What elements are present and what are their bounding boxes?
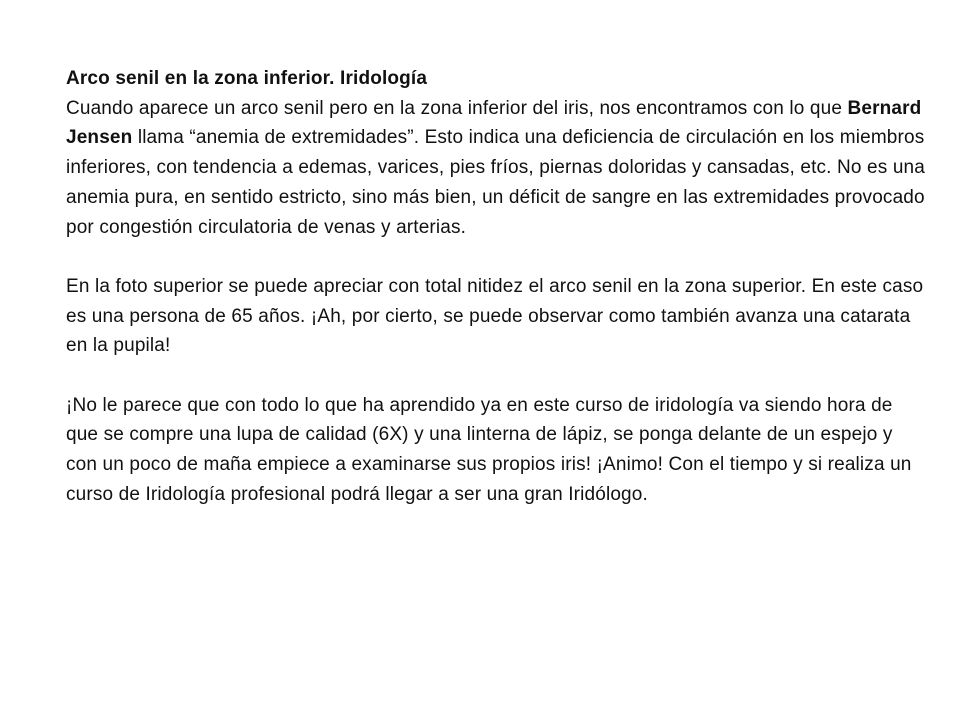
text-body [66, 64, 926, 510]
paragraph-spacer [66, 242, 926, 272]
paragraph-1-start: Cuando aparece un arco senil pero en la zona inferior del iris, nos encontramos con lo que [66, 97, 848, 119]
paragraph-lupa-linterna: ¡No le parece que con todo lo que ha aprendido ya en este curso de iridología va siendo hora de que se compre una lupa de calidad (6X) y una linterna de lápiz, se ponga delante de un espejo y con un poco de maña empiece a examinarse sus propios iris! ¡Animo! Con el tiempo y si realiza un curso de Iridología profesional podrá llegar a ser una gran Iridólogo. [66, 394, 912, 505]
heading: Arco senil en la zona inferior. Iridología [66, 68, 428, 89]
paragraph-spacer [66, 361, 926, 391]
paragraph-foto-superior: En la foto superior se puede apreciar con total nitidez el arco senil en la zona superior. En este caso es una persona de 65 años. ¡Ah, por cierto, se puede observar como también avanza una catarata en la pupila! [66, 275, 924, 357]
paragraph-anemia-de-extremidades [66, 94, 926, 243]
paragraph-1-end: llama “anemia de extremidades”. Esto indica una deficiencia de circulación en los miembros inferiores, con tendencia a edemas, varices, pies fríos, piernas doloridas y cansadas, etc. No es una anemia pura, en sentido estricto, sino más bien, un déficit de sangre en las extremidades provocado por congestión circulatoria de venas y arterias. [66, 127, 925, 238]
author-name: Bernard Jensen [66, 97, 922, 149]
